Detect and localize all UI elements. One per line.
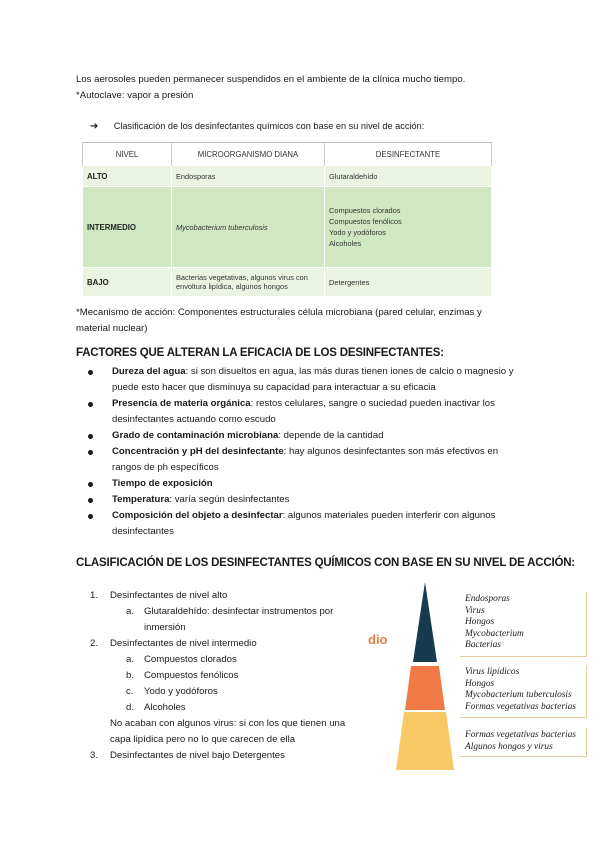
mechanism-line2: material nuclear): [76, 323, 148, 334]
item-letter: d.: [126, 702, 135, 713]
pyramid-label: Formas vegetativas bacterias: [465, 701, 576, 712]
pyramid-label: Virus: [465, 605, 485, 616]
factors-title: FACTORES QUE ALTERAN LA EFICACIA DE LOS DESINFECTANTES:: [76, 347, 444, 359]
factor-desc: : varía según desinfectantes: [169, 494, 290, 505]
bullet-icon: [88, 402, 93, 407]
class-item-1: [90, 588, 227, 604]
factor-term: Temperatura: [112, 494, 170, 505]
item-text: Yodo y yodóforos: [144, 686, 218, 697]
cell-line: Bacterias vegetativas, algunos virus con: [176, 273, 308, 282]
class-item-2b: [126, 668, 238, 684]
cell-line: Glutaraldehído: [329, 171, 378, 181]
target-cell: [172, 187, 325, 268]
pyramid-gap: [380, 662, 470, 664]
class-item-2a: [126, 652, 237, 668]
bullet-icon: [88, 498, 93, 503]
cell-line: Mycobacterium tuberculosis: [176, 222, 268, 232]
list-item: [86, 444, 526, 476]
item-number: 2.: [90, 638, 99, 649]
factor-term: Presencia de materia orgánica: [112, 398, 251, 409]
item-label: Desinfectantes de nivel intermedio: [110, 638, 257, 649]
mechanism-line1: *Mecanismo de acción: Componentes estructurales célula microbiana (pared celular, enzimas y: [76, 307, 482, 318]
pyramid-side-label: dio: [368, 632, 388, 647]
factor-term: Grado de contaminación microbiana: [112, 430, 279, 441]
pyramid-top-text: [465, 594, 524, 652]
pyramid-bottom-tier: [396, 712, 454, 770]
class-item-1a-cont: inmersión: [144, 622, 186, 633]
pyramid-middle-text: [465, 667, 576, 713]
pyramid-label: Mycobacterium tuberculosis: [465, 690, 572, 701]
pyramid-label: Formas vegetativas bacterias: [465, 730, 576, 740]
intro-autoclave: *Autoclave: vapor a presión: [76, 90, 194, 101]
cell-line: Alcoholes: [329, 239, 362, 248]
cell-line: Detergentes: [329, 277, 370, 287]
target-cell: [172, 268, 325, 297]
bullet-icon: [88, 370, 93, 375]
item-label: Desinfectantes de nivel bajo Detergentes: [110, 750, 285, 761]
factors-list: [86, 364, 526, 540]
table-header-row: [83, 143, 492, 166]
item-text: Compuestos fenólicos: [144, 670, 239, 681]
item-text: Compuestos clorados: [144, 654, 237, 665]
disinfectant-cell: [325, 166, 492, 187]
pyramid-label: Virus lipídicos: [465, 667, 520, 677]
class-item-3: [90, 748, 285, 764]
table-intro-text: Clasificación de los desinfectantes químicos con base en su nivel de acción:: [113, 121, 425, 131]
level-cell: ALTO: [83, 166, 172, 187]
level-cell: BAJO: [83, 268, 172, 297]
factor-desc: : algunos materiales pueden interferir con algunos desinfectantes: [112, 510, 496, 537]
pyramid-middle-tier: [405, 666, 445, 710]
table-header-cell: DESINFECTANTE: [325, 143, 492, 166]
pyramid-top-tier: [413, 582, 437, 662]
cell-line: Compuestos clorados: [329, 206, 401, 215]
list-item: [86, 508, 526, 540]
item-letter: a.: [126, 654, 135, 665]
pyramid-label: Algunos hongos y virus: [465, 741, 553, 752]
factor-term: Concentración y pH del desinfectante: [112, 446, 284, 457]
factor-desc: : hay algunos desinfectantes son más efectivos en rangos de ph específicos: [112, 446, 499, 473]
factor-term: Composición del objeto a desinfectar: [112, 510, 283, 521]
disinfectant-table: [82, 142, 492, 297]
class-item-1a: [126, 604, 333, 620]
bullet-icon: [88, 450, 93, 455]
pyramid-label: Bacterias: [465, 640, 501, 651]
cell-line: envoltura lipídica, algunos hongos: [176, 282, 288, 291]
item-text: Alcoholes: [144, 702, 186, 713]
note-line2: capa lipídica pero no lo que carecen de ella: [110, 734, 296, 745]
factor-desc: : si son disueltos en agua, las más duras tienen iones de calcio o magnesio y puede esto hacer que disminuya su capacidad para interactuar a su eficacia: [112, 366, 514, 393]
list-item: [86, 428, 526, 444]
factor-desc: : restos celulares, sangre o suciedad pueden inactivar los desinfectantes actuando como escudo: [112, 398, 495, 425]
classification-title: CLASIFICACIÓN DE LOS DESINFECTANTES QUÍMICOS CON BASE EN SU NIVEL DE ACCIÓN:: [76, 557, 575, 569]
list-item: [86, 364, 526, 396]
pyramid-label: Hongos: [465, 617, 495, 628]
item-text: Glutaraldehído: desinfectar instrumentos por: [144, 606, 334, 617]
item-number: 3.: [90, 750, 99, 761]
disinfectant-cell: [325, 268, 492, 297]
class-item-2: [90, 636, 257, 652]
pyramid-label: Endosporas: [465, 594, 510, 604]
pyramid-label: Hongos: [465, 678, 495, 689]
item-number: 1.: [90, 590, 99, 601]
table-row: [83, 268, 492, 297]
bullet-icon: [88, 514, 93, 519]
note-line1: No acaban con algunos virus: si con los que tienen una: [110, 718, 346, 729]
cell-line: Compuestos fenólicos: [329, 217, 402, 226]
item-letter: c.: [126, 686, 134, 697]
table-row: [83, 187, 492, 268]
list-item: [86, 476, 526, 492]
level-cell: INTERMEDIO: [83, 187, 172, 268]
disinfectant-cell: [325, 187, 492, 268]
bullet-icon: [88, 434, 93, 439]
table-header-cell: NIVEL: [83, 143, 172, 166]
factor-term: Tiempo de exposición: [112, 478, 213, 489]
table-intro: [90, 118, 424, 135]
pyramid-bottom-text: [465, 730, 576, 753]
cell-line: Endosporas: [176, 171, 216, 181]
list-item: [86, 396, 526, 428]
pyramid-diagram: [380, 580, 470, 772]
target-cell: [172, 166, 325, 187]
pyramid-label: Mycobacterium: [465, 628, 524, 639]
intro-aerosols: Los aerosoles pueden permanecer suspendidos en el ambiente de la clínica mucho tiempo.: [76, 74, 466, 85]
cell-line: Yodo y yodóforos: [329, 228, 386, 237]
arrow-icon: ➔: [90, 121, 99, 132]
item-letter: b.: [126, 670, 135, 681]
factor-term: Dureza del agua: [112, 366, 186, 377]
class-item-2c: [126, 684, 218, 700]
bullet-icon: [88, 482, 93, 487]
factor-desc: : depende de la cantidad: [278, 430, 384, 441]
item-label: Desinfectantes de nivel alto: [110, 590, 228, 601]
table-header-cell: MICROORGANISMO DIANA: [172, 143, 325, 166]
class-item-2d: [126, 700, 186, 716]
table-row: [83, 166, 492, 187]
list-item: [86, 492, 526, 508]
item-letter: a.: [126, 606, 135, 617]
